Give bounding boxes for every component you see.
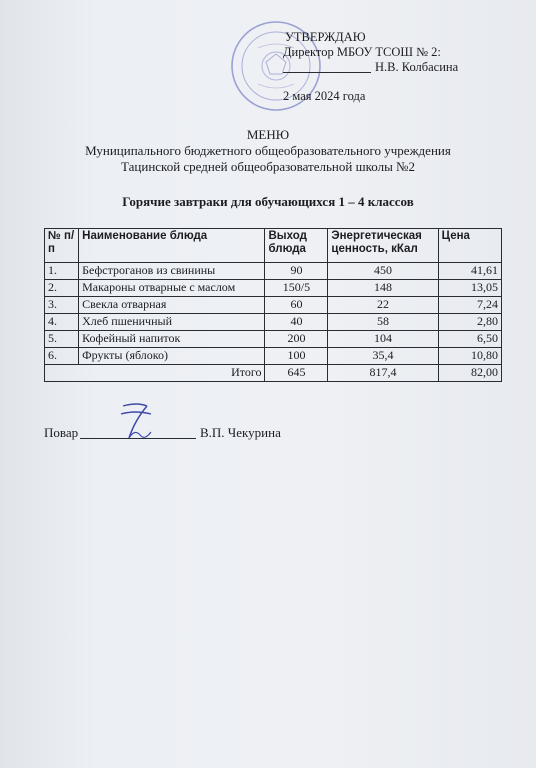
table-row [45, 280, 502, 297]
row-num: 2. [45, 280, 79, 297]
cook-handwritten-signature [105, 398, 165, 444]
row-num: 4. [45, 314, 79, 331]
row-output: 150/5 [265, 280, 328, 297]
row-num: 5. [45, 331, 79, 348]
row-energy: 148 [328, 280, 438, 297]
menu-table [44, 228, 502, 382]
row-output: 40 [265, 314, 328, 331]
approval-director-name: Н.В. Колбасина [375, 60, 459, 74]
row-output: 90 [265, 263, 328, 280]
approval-date: 2 мая 2024 года [283, 89, 366, 103]
row-energy: 35,4 [328, 348, 438, 365]
approval-position: Директор МБОУ ТСОШ № 2: [283, 45, 441, 59]
row-dish-name: Фрукты (яблоко) [79, 348, 265, 365]
table-row [45, 314, 502, 331]
row-dish-name: Бефстроганов из свинины [79, 263, 265, 280]
row-price: 41,61 [438, 263, 501, 280]
row-price: 13,05 [438, 280, 501, 297]
row-energy: 450 [328, 263, 438, 280]
row-output: 100 [265, 348, 328, 365]
header-energy: Энергетическая ценность, кКал [328, 229, 438, 263]
organization-line-1: Муниципального бюджетного общеобразовательного учреждения [85, 143, 451, 158]
organization-line-2: Тацинской средней общеобразовательной школы №2 [121, 159, 415, 174]
row-num: 3. [45, 297, 79, 314]
header-price: Цена [438, 229, 501, 263]
cook-label: Повар [44, 425, 79, 440]
row-dish-name: Макароны отварные с маслом [79, 280, 265, 297]
total-label: Итого [45, 365, 265, 382]
table-row [45, 263, 502, 280]
row-dish-name: Хлеб пшеничный [79, 314, 265, 331]
table-header-row [45, 229, 502, 263]
table-total-row [45, 365, 502, 382]
document-title: МЕНЮ [246, 127, 290, 142]
cook-name: В.П. Чекурина [200, 425, 281, 440]
header-output: Выход блюда [265, 229, 328, 263]
row-price: 6,50 [438, 331, 501, 348]
approval-signature-line [283, 71, 371, 73]
row-output: 60 [265, 297, 328, 314]
row-num: 6. [45, 348, 79, 365]
total-price: 82,00 [438, 365, 501, 382]
approval-title: УТВЕРЖДАЮ [285, 30, 366, 44]
row-energy: 22 [328, 297, 438, 314]
total-output: 645 [265, 365, 328, 382]
total-energy: 817,4 [328, 365, 438, 382]
row-price: 2,80 [438, 314, 501, 331]
header-num: № п/п [45, 229, 79, 263]
menu-subtitle: Горячие завтраки для обучающихся 1 – 4 классов [122, 194, 414, 209]
row-num: 1. [45, 263, 79, 280]
table-row [45, 348, 502, 365]
row-dish-name: Свекла отварная [79, 297, 265, 314]
row-dish-name: Кофейный напиток [79, 331, 265, 348]
header-dish-name: Наименование блюда [79, 229, 265, 263]
table-row [45, 297, 502, 314]
row-energy: 58 [328, 314, 438, 331]
row-price: 10,80 [438, 348, 501, 365]
table-row [45, 331, 502, 348]
row-output: 200 [265, 331, 328, 348]
row-price: 7,24 [438, 297, 501, 314]
row-energy: 104 [328, 331, 438, 348]
